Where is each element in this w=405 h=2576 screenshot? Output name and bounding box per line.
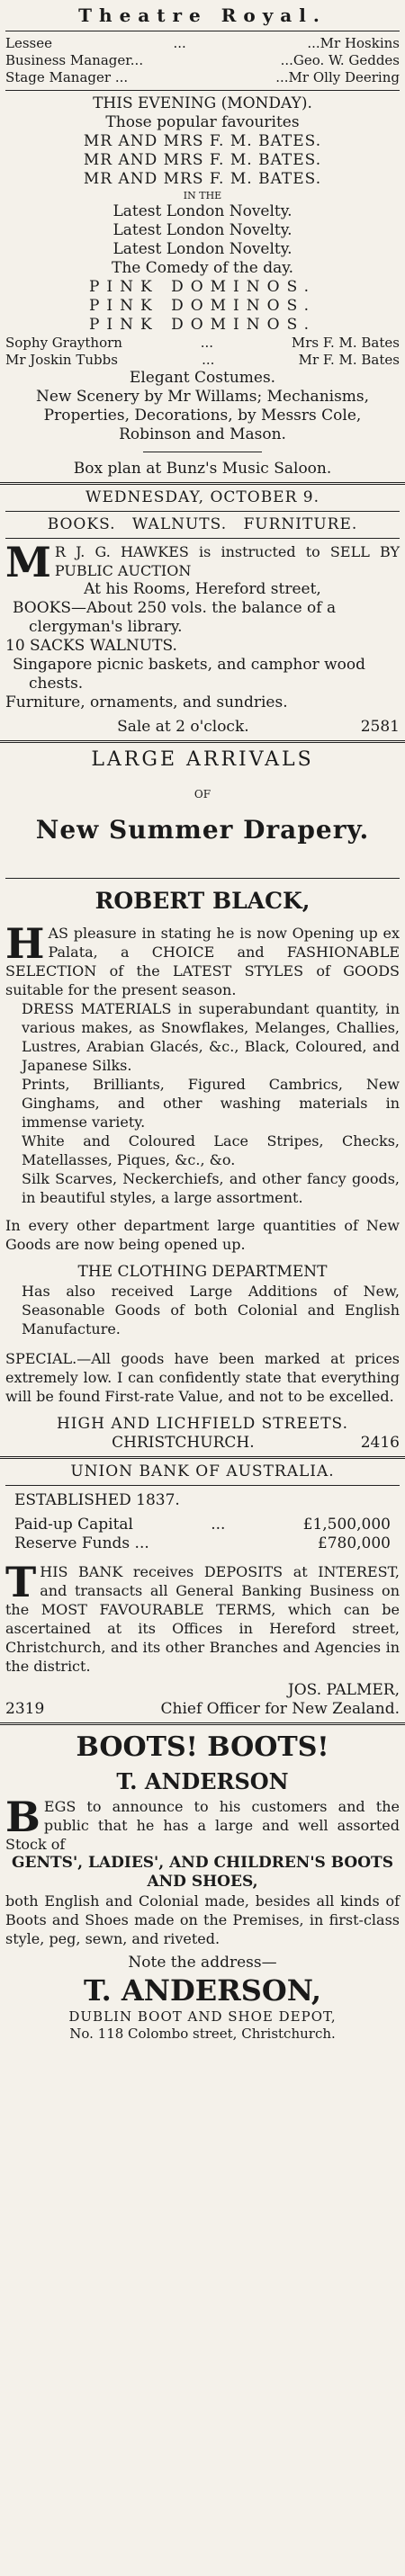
cast-actor: Mr F. M. Bates [298,352,400,368]
box-plan-line: Box plan at Bunz's Music Saloon. [73,460,332,478]
of-line: OF [194,788,212,801]
staff-row [5,52,400,69]
robert-black-ad [0,747,405,1453]
cast-dots: ... [200,335,214,351]
prints-para: Prints, Brilliants, Figured Cambrics, New Ginghams, and other washing materials in immense variety. [22,1076,400,1131]
special-para: SPECIAL.—All goods have been marked at prices extremely low. I can confidently state that everything will be found First-rate Value, and not to be excelled. [5,1350,400,1405]
bank-body [5,1558,400,1676]
signer-row [5,1681,400,1700]
cast-row [5,335,400,352]
shop-name: ROBERT BLACK, [94,888,310,914]
novelty-line: Latest London Novelty. [112,202,292,220]
evening-line: THIS EVENING (MONDAY). [93,94,312,112]
hawkes-auction-ad [0,488,405,737]
every-para: In every other department large quantities of New Goods are now being opened up. [5,1217,400,1253]
capital-dots: ... [211,1516,226,1534]
union-bank-ad [0,1462,405,1719]
materials-para: DRESS MATERIALS in superabundant quantity, in various makes, as Snowflakes, Melanges, Challies, Lustres, Arabian Glacés, &c., Black, Coloured, and Japanese Silks. [22,1000,400,1074]
intro-text: R J. G. HAWKES is instructed to SELL BY PUBLIC AUCTION [54,543,400,579]
walnuts-line: 10 SACKS WALNUTS. [5,637,177,655]
black-intro [5,919,400,999]
established-line: ESTABLISHED 1837. [14,1491,180,1509]
theatre-title: Theatre Royal. [78,4,327,26]
signer-name: JOS. PALMER, [287,1681,400,1699]
silk-para: Silk Scarves, Neckerchiefs, and other fancy goods, in beautiful styles, a large assortment. [22,1170,400,1206]
staff-dots: ... [173,35,186,51]
anderson-name-large: T. ANDERSON, [83,1973,322,2008]
novelty-line: Latest London Novelty. [112,240,292,258]
clothing-heading: THE CLOTHING DEPARTMENT [77,1263,328,1281]
drop-cap: T [5,1558,37,1606]
both-para: both English and Colonial made, besides all kinds of Boots and Shoes made on the Premises, in first-class style, peg, sewn, and riveted. [5,1892,400,1947]
anderson-intro [5,1793,400,1854]
footer-line: No. 118 Colombo street, Christchurch. [69,2026,336,2042]
ad-ref: 2319 [5,1700,45,1718]
costumes-line: Elegant Costumes. [129,369,276,387]
anderson-ad [0,1729,405,2043]
white-para: White and Coloured Lace Stripes, Checks, Matellasses, Piques, &c., &o. [22,1132,400,1168]
furniture-line: Furniture, ornaments, and sundries. [5,693,288,711]
capital-row [5,1516,400,1534]
also-para: Has also received Large Additions of New, Seasonable Goods of both Colonial and English Manufacture. [22,1283,400,1337]
bank-title: UNION BANK OF AUSTRALIA. [70,1462,335,1480]
drop-cap: H [5,919,45,968]
scenery-line: New Scenery by Mr Willams; Mechanisms, Properties, Decorations, by Messrs Cole, Robinson and Mason. [35,388,370,443]
boots-heading: BOOTS! BOOTS! [76,1731,329,1763]
singapore-line: Singapore picnic baskets, and camphor wood chests. [13,656,366,693]
ad-ref: 2416 [360,1434,400,1452]
auction-intro [5,538,400,586]
staff-role: Business Manager... [5,52,144,68]
signer-title: Chief Officer for New Zealand. [160,1700,400,1718]
capital-value: £780,000 [317,1534,391,1552]
cast-dots: ... [202,352,215,368]
comedy-line: The Comedy of the day. [111,259,293,277]
staff-role: Stage Manager ... [5,69,129,85]
drop-cap: B [5,1793,40,1841]
note-line: Note the address— [128,1954,277,1972]
drapery-title: New Summer Drapery. [35,815,370,845]
favourites-line: Those popular favourites [105,113,300,131]
cast-part: Mr Joskin Tubbs [5,352,118,368]
pink-dominos: PINK DOMINOS. [88,297,317,315]
pink-dominos: PINK DOMINOS. [88,278,317,296]
cast-actor: Mrs F. M. Bates [291,335,400,351]
intro-text: EGS to announce to his customers and the public that he has a large and well assorted Stock of [5,1798,400,1853]
staff-row [5,69,400,86]
sale-line: Sale at 2 o'clock. [117,718,249,736]
city-row [5,1434,400,1453]
anderson-name: T. ANDERSON [116,1768,289,1794]
auction-heading: BOOKS. WALNUTS. FURNITURE. [47,515,358,533]
bates-line: MR AND MRS F. M. BATES. [83,132,322,150]
staff-name: ...Geo. W. Geddes [280,52,400,68]
intro-text: AS pleasure in stating he is now Opening up ex Palata, a CHOICE and FASHIONABLE SELECTION of the LATEST STYLES of GOODS suitable for the present season. [5,925,400,998]
address-line: HIGH AND LICHFIELD STREETS. [56,1415,348,1433]
in-the-line: IN THE [183,190,222,201]
theatre-staff [5,35,400,86]
capital-row [5,1534,400,1553]
signer-title-row [5,1700,400,1719]
city-line: CHRISTCHURCH. [112,1434,255,1452]
drop-cap: M [5,538,51,586]
staff-row [5,35,400,52]
sale-row [5,718,400,737]
body-text: HIS BANK receives DEPOSITS at INTEREST, and transacts all General Banking Business on the MOST FAVOURABLE TERMS, which can be ascertained at its Offices in Hereford street, Christchurch, and its other Branches and Agencies in the district. [5,1563,400,1675]
theatre-royal-ad [0,0,405,479]
novelty-line: Latest London Novelty. [112,221,292,239]
footer-line: DUBLIN BOOT AND SHOE DEPOT, [68,2008,337,2025]
books-line: BOOKS—About 250 vols. the balance of a clergyman's library. [13,599,337,636]
staff-name: ...Mr Olly Deering [275,69,400,85]
capital-value: £1,500,000 [302,1516,391,1534]
ad-ref: 2581 [360,718,400,736]
auction-date: WEDNESDAY, OCTOBER 9. [85,488,320,506]
staff-role: Lessee [5,35,52,51]
staff-name: ...Mr Hoskins [307,35,400,51]
cast-row [5,352,400,369]
capital-label: Reserve Funds ... [14,1534,149,1552]
bates-line: MR AND MRS F. M. BATES. [83,151,322,169]
bates-line: MR AND MRS F. M. BATES. [83,170,322,188]
cast-part: Sophy Graythorn [5,335,122,351]
gents-line: GENTS', LADIES', AND CHILDREN'S BOOTS AND SHOES, [12,1854,393,1891]
pink-dominos: PINK DOMINOS. [88,316,317,334]
rooms-line: At his Rooms, Hereford street, [84,580,321,598]
capital-label: Paid-up Capital [14,1516,133,1534]
large-arrivals: LARGE ARRIVALS [91,748,314,771]
